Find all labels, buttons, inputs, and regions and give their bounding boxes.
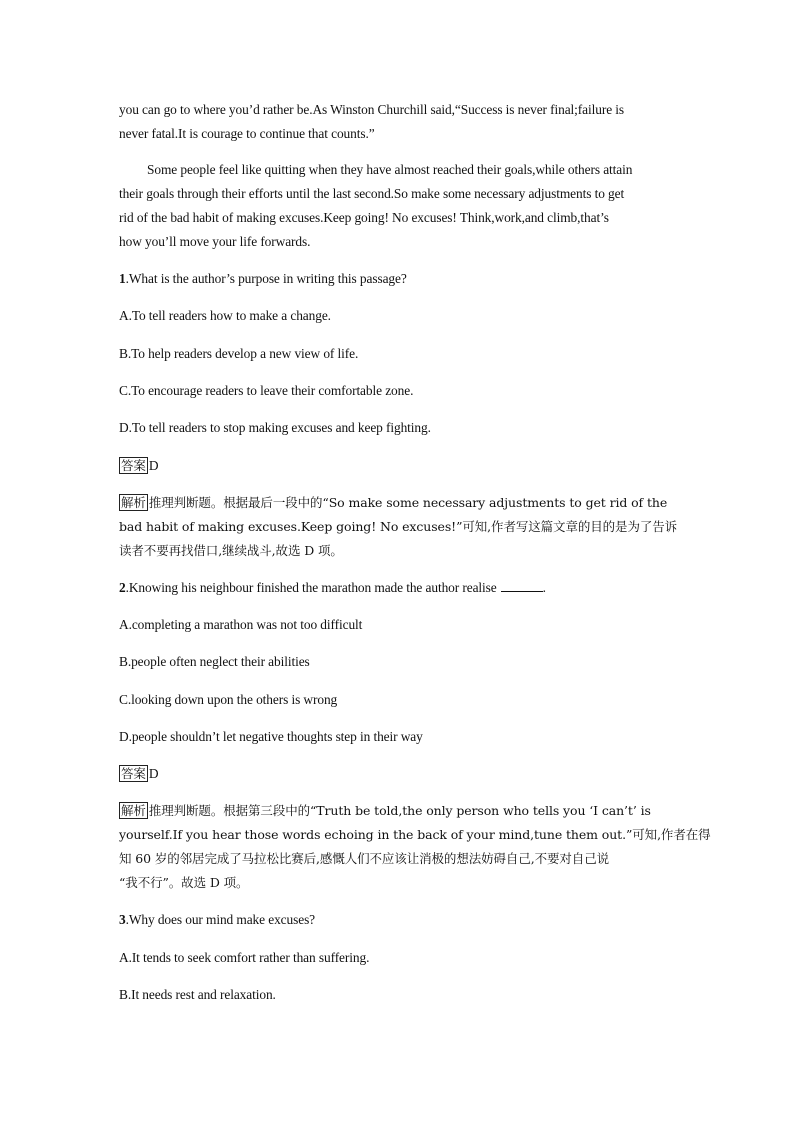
option-c: C.looking down upon the others is wrong [119, 692, 338, 707]
question-2-stem: 2.Knowing his neighbour finished the marathon made the author realise . [119, 580, 546, 595]
option-d: D.To tell readers to stop making excuses and keep fighting. [119, 420, 431, 435]
passage-line: Some people feel like quitting when they have almost reached their goals,while others attain [147, 162, 633, 177]
answer-row [119, 457, 158, 475]
explanation-label: 解析 [121, 495, 146, 510]
question-text: .Knowing his neighbour finished the marathon made the author realise [125, 580, 497, 595]
option-a: A.completing a marathon was not too difficult [119, 617, 363, 632]
question-text: .What is the author’s purpose in writing this passage? [125, 271, 407, 286]
explanation-line: 知 60 岁的邻居完成了马拉松比赛后,感慨人们不应该让消极的想法妨碍自己,不要对自己说 [119, 851, 610, 866]
question-1-stem [119, 270, 407, 288]
explanation-line: 读者不要再找借口,继续战斗,故选 D 项。 [119, 543, 343, 558]
option-a: A.To tell readers how to make a change. [119, 308, 331, 323]
question-number: 2 [119, 580, 126, 595]
answer-label: 答案 [121, 766, 146, 781]
option-a: A.It tends to seek comfort rather than suffering. [119, 950, 370, 965]
passage-line: never fatal.It is courage to continue that counts.” [119, 126, 375, 141]
explanation-line: bad habit of making excuses.Keep going! No excuses!”可知,作者写这篇文章的目的是为了告诉 [119, 519, 678, 534]
answer-value: D [148, 766, 159, 781]
passage-line: you can go to where you’d rather be.As Winston Churchill said,“Success is never final;failure is [119, 102, 625, 117]
answer-row [119, 765, 158, 783]
question-3-stem [119, 911, 315, 929]
question-number: 1 [119, 271, 126, 286]
explanation-line: yourself.If you hear those words echoing in the back of your mind,tune them out.”可知,作者在得 [119, 827, 711, 842]
explanation-line: 解析 推理判断题。根据最后一段中的“So make some necessary adjustments to get rid of the [121, 495, 668, 510]
option-b: B.people often neglect their abilities [119, 654, 310, 669]
explanation-label: 解析 [121, 803, 146, 818]
answer-value: D [148, 458, 159, 473]
option-c: C.To encourage readers to leave their comfortable zone. [119, 383, 414, 398]
answer-label: 答案 [121, 458, 146, 473]
question-text: .Why does our mind make excuses? [125, 912, 316, 927]
passage-line: how you’ll move your life forwards. [119, 234, 311, 249]
option-b: B.To help readers develop a new view of life. [119, 346, 359, 361]
passage-line: rid of the bad habit of making excuses.Keep going! No excuses! Think,work,and climb,that’s [119, 210, 609, 225]
option-d: D.people shouldn’t let negative thoughts step in their way [119, 729, 423, 744]
answer-blank [501, 579, 543, 592]
explanation-line: 解析 推理判断题。根据第三段中的“Truth be told,the only person who tells you ‘I can’t’ is [121, 803, 651, 818]
option-b: B.It needs rest and relaxation. [119, 987, 276, 1002]
question-number: 3 [119, 912, 126, 927]
passage-line: their goals through their efforts until the last second.So make some necessary adjustments to get [119, 186, 625, 201]
explanation-line: “我不行”。故选 D 项。 [119, 875, 249, 890]
